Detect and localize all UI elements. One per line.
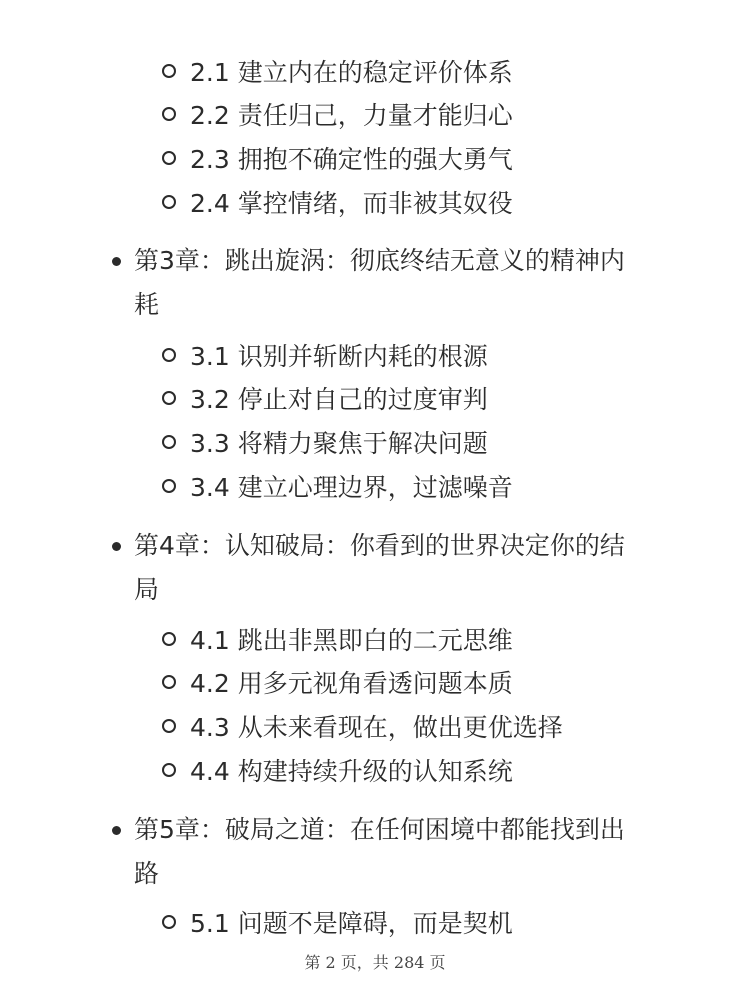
chapter-title-line-1: 第5章：破局之道：在任何困境中都能找到出	[134, 815, 625, 844]
circle-bullet-icon	[162, 915, 176, 929]
list-item	[162, 466, 513, 506]
list-item	[162, 422, 488, 462]
list-item	[162, 902, 513, 942]
subsection-title: 4.1 跳出非黑即白的二元思维	[190, 626, 513, 655]
list-item	[162, 750, 513, 790]
chapter-item	[112, 524, 672, 612]
circle-bullet-icon	[162, 391, 176, 405]
circle-bullet-icon	[162, 195, 176, 209]
chapter-item	[112, 808, 672, 896]
disc-bullet-icon	[112, 257, 121, 266]
list-item	[162, 335, 488, 375]
circle-bullet-icon	[162, 675, 176, 689]
circle-bullet-icon	[162, 479, 176, 493]
circle-bullet-icon	[162, 719, 176, 733]
page-number-footer: 第 2 页，共 284 页	[304, 953, 446, 972]
subsection-title: 2.1 建立内在的稳定评价体系	[190, 58, 513, 87]
list-item	[162, 662, 513, 702]
subsection-title: 3.1 识别并斩断内耗的根源	[190, 342, 488, 371]
subsection-title: 5.1 问题不是障碍，而是契机	[190, 909, 513, 938]
chapter-title-line-1: 第3章：跳出旋涡：彻底终结无意义的精神内	[134, 246, 625, 275]
list-item	[162, 706, 563, 746]
circle-bullet-icon	[162, 151, 176, 165]
chapter-title-line-2: 局	[134, 575, 160, 604]
list-item	[162, 138, 513, 178]
circle-bullet-icon	[162, 763, 176, 777]
circle-bullet-icon	[162, 64, 176, 78]
subsection-title: 3.4 建立心理边界，过滤噪音	[190, 473, 513, 502]
list-item	[162, 182, 513, 222]
chapter-title-line-2: 耗	[134, 290, 160, 319]
list-item	[162, 378, 488, 418]
circle-bullet-icon	[162, 435, 176, 449]
disc-bullet-icon	[112, 826, 121, 835]
circle-bullet-icon	[162, 348, 176, 362]
circle-bullet-icon	[162, 107, 176, 121]
subsection-title: 3.2 停止对自己的过度审判	[190, 385, 488, 414]
subsection-title: 4.4 构建持续升级的认知系统	[190, 757, 513, 786]
subsection-title: 2.3 拥抱不确定性的强大勇气	[190, 145, 513, 174]
subsection-title: 2.2 责任归己，力量才能归心	[190, 101, 513, 130]
disc-bullet-icon	[112, 542, 121, 551]
subsection-title: 2.4 掌控情绪，而非被其奴役	[190, 189, 513, 218]
subsection-title: 4.2 用多元视角看透问题本质	[190, 669, 513, 698]
chapter-item	[112, 239, 672, 327]
chapter-title-line-2: 路	[134, 859, 160, 888]
subsection-title: 3.3 将精力聚焦于解决问题	[190, 429, 488, 458]
list-item	[162, 51, 513, 91]
subsection-title: 4.3 从未来看现在，做出更优选择	[190, 713, 563, 742]
chapter-title-line-1: 第4章：认知破局：你看到的世界决定你的结	[134, 531, 625, 560]
circle-bullet-icon	[162, 632, 176, 646]
list-item	[162, 619, 513, 659]
list-item	[162, 94, 513, 134]
